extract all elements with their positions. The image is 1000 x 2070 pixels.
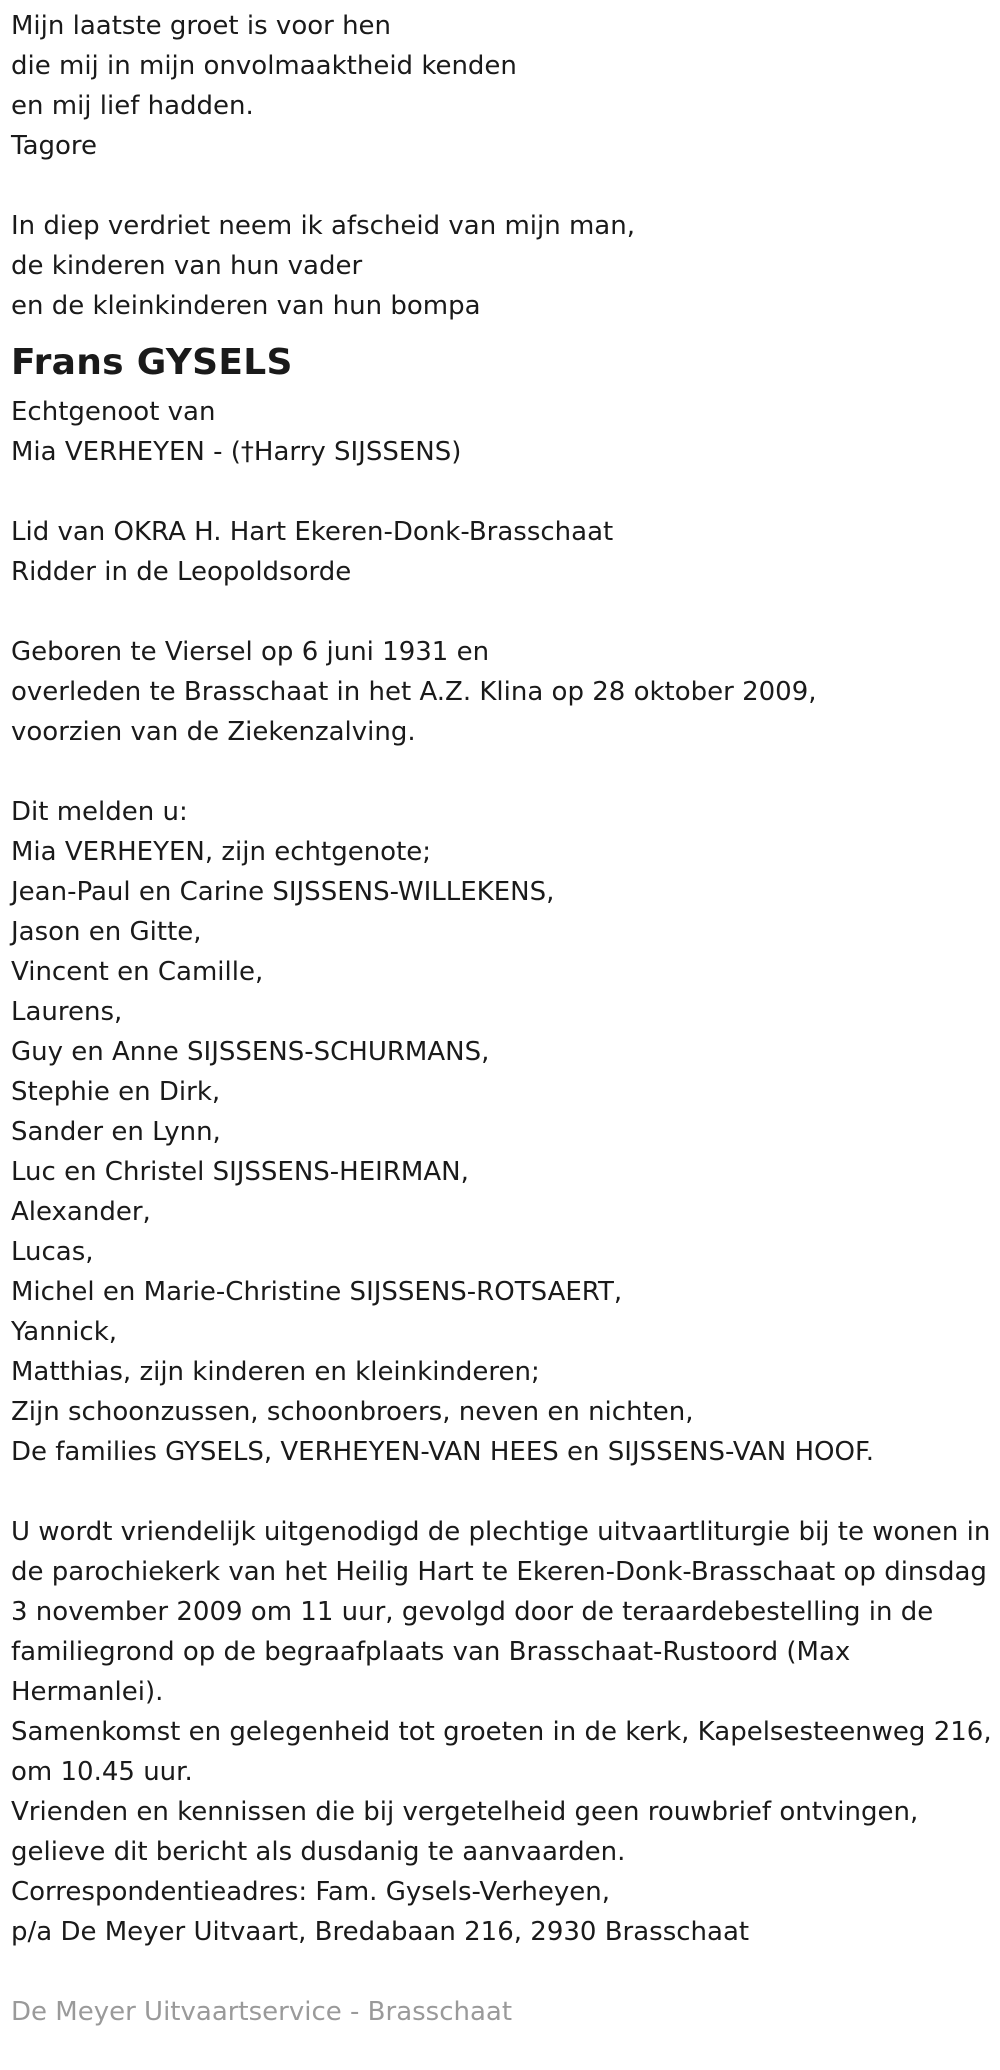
- birth-death-line: overleden te Brasschaat in het A.Z. Klina op 28 oktober 2009,: [11, 677, 817, 707]
- correspondence-address: p/a De Meyer Uitvaart, Bredabaan 216, 2930 Brasschaat: [11, 1917, 750, 1947]
- announcer-line: Alexander,: [11, 1197, 151, 1227]
- poem-line: die mij in mijn onvolmaaktheid kenden: [11, 51, 517, 81]
- membership-line: Lid van OKRA H. Hart Ekeren-Donk-Brasschaat: [11, 517, 614, 547]
- farewell-line: In diep verdriet neem ik afscheid van mijn man,: [11, 211, 635, 241]
- announcer-line: Sander en Lynn,: [11, 1117, 221, 1147]
- footer-credit: De Meyer Uitvaartservice - Brasschaat: [11, 1997, 513, 2027]
- announcer-line: De families GYSELS, VERHEYEN-VAN HEES en SIJSSENS-VAN HOOF.: [11, 1437, 875, 1467]
- poem-line: Mijn laatste groet is voor hen: [11, 11, 392, 41]
- spacer: [11, 752, 1000, 792]
- announcer-line: Jason en Gitte,: [11, 917, 202, 947]
- spacer: [11, 592, 1000, 632]
- announcer-line: Zijn schoonzussen, schoonbroers, neven en nichten,: [11, 1397, 694, 1427]
- announcer-line: Jean-Paul en Carine SIJSSENS-WILLEKENS,: [11, 877, 555, 907]
- announcer-line: Michel en Marie-Christine SIJSSENS-ROTSAERT,: [11, 1277, 623, 1307]
- announcer-line: Stephie en Dirk,: [11, 1077, 221, 1107]
- poem-line: en mij lief hadden.: [11, 91, 254, 121]
- spacer: [11, 1472, 1000, 1512]
- poem-author: Tagore: [11, 131, 98, 161]
- announcer-line: Vincent en Camille,: [11, 957, 264, 987]
- farewell-line: en de kleinkinderen van hun bompa: [11, 291, 481, 321]
- gathering-info: Samenkomst en gelegenheid tot groeten in de kerk, Kapelsesteenweg 216, om 10.45 uur.: [11, 1717, 992, 1787]
- funeral-info-block: [11, 1512, 1000, 1952]
- memberships-block: [11, 512, 1000, 592]
- announcer-line: Mia VERHEYEN, zijn echtgenote;: [11, 837, 432, 867]
- spacer: [11, 472, 1000, 512]
- spouse-line: Mia VERHEYEN - (†Harry SIJSSENS): [11, 437, 462, 467]
- announcer-line: Matthias, zijn kinderen en kleinkinderen;: [11, 1357, 540, 1387]
- funeral-invitation: U wordt vriendelijk uitgenodigd de plechtige uitvaartliturgie bij te wonen in de parochiekerk van het Heilig Hart te Ekeren-Donk-Brasschaat op dinsdag 3 november 2009 om 11 uur, gevolgd door de teraardebestelling in de familiegrond op de begraafplaats van Brasschaat-Rustoord (Max Hermanlei).: [11, 1517, 991, 1707]
- announcer-line: Laurens,: [11, 997, 123, 1027]
- correspondence-address: Correspondentieadres: Fam. Gysels-Verheyen,: [11, 1877, 611, 1907]
- birth-death-block: [11, 632, 1000, 752]
- poem-block: [11, 6, 1000, 166]
- birth-death-line: Geboren te Viersel op 6 juni 1931 en: [11, 637, 490, 667]
- farewell-line: de kinderen van hun vader: [11, 251, 363, 281]
- relation-line: Echtgenoot van: [11, 397, 216, 427]
- announcers-intro: Dit melden u:: [11, 797, 188, 827]
- spacer: [11, 166, 1000, 206]
- notice-text: Vrienden en kennissen die bij vergetelheid geen rouwbrief ontvingen, gelieve dit bericht als dusdanig te aanvaarden.: [11, 1797, 919, 1867]
- announcer-line: Yannick,: [11, 1317, 118, 1347]
- announcer-line: Luc en Christel SIJSSENS-HEIRMAN,: [11, 1157, 469, 1187]
- deceased-name: Frans GYSELS: [11, 342, 293, 383]
- announcer-line: Lucas,: [11, 1237, 94, 1267]
- farewell-block: [11, 206, 1000, 326]
- announcer-line: Guy en Anne SIJSSENS-SCHURMANS,: [11, 1037, 490, 1067]
- membership-line: Ridder in de Leopoldsorde: [11, 557, 352, 587]
- announcers-block: [11, 792, 1000, 1472]
- birth-death-line: voorzien van de Ziekenzalving.: [11, 717, 416, 747]
